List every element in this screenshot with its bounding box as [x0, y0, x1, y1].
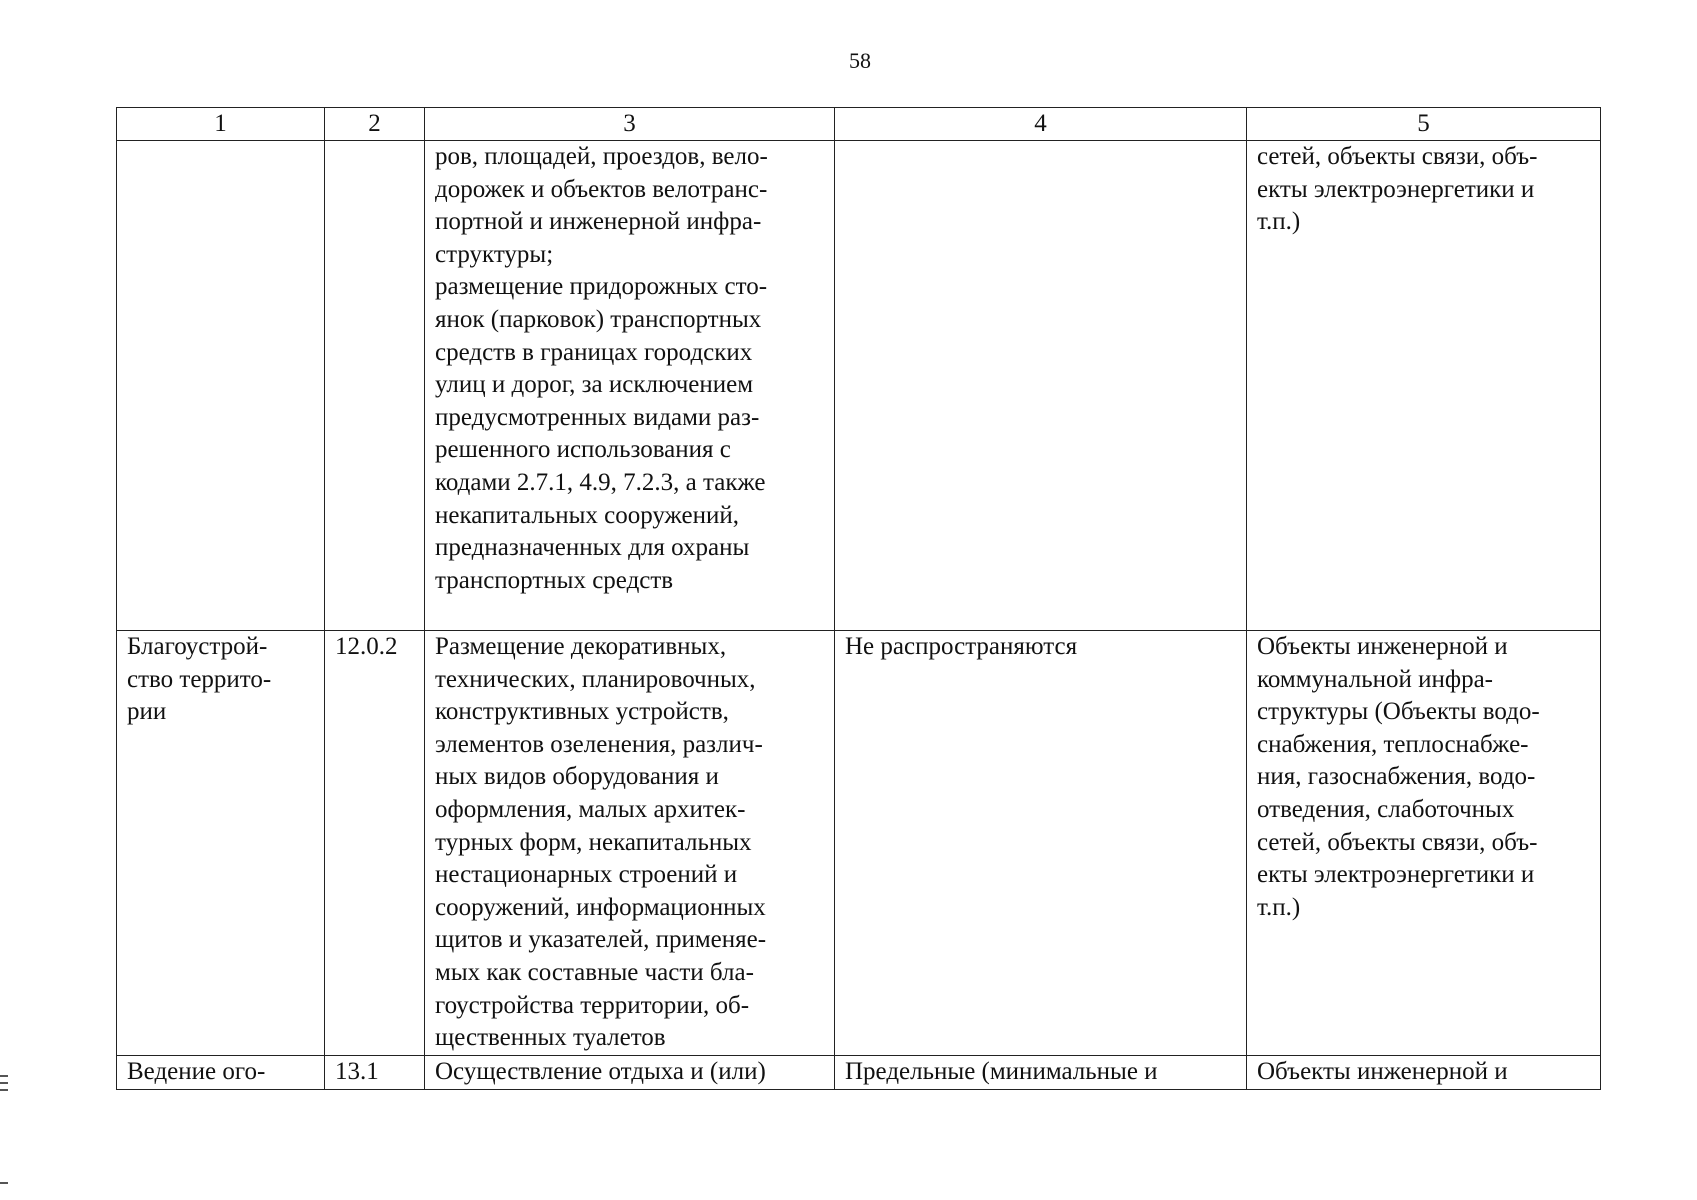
page-number: 58	[849, 48, 871, 73]
parameter-limits-cell	[835, 141, 1247, 631]
table-header-row	[117, 108, 1601, 141]
table-row	[117, 631, 1601, 1056]
scan-margin-marks	[0, 1075, 10, 1096]
table-row	[117, 1056, 1601, 1090]
land-use-code-cell: 13.1	[325, 1056, 425, 1090]
permitted-objects-cell: Объекты инженерной и коммунальной инфра- структуры (Объекты водо- снабжения, теплоснабже- ния, газоснабжения, водо- отведения, слаботочных сетей, объекты связи, объ- екты электроэнергетики и т.п.)	[1247, 631, 1601, 1056]
land-use-description-cell: ров, площадей, проездов, вело- дорожек и объектов велотранс- портной и инженерной инфра- структуры; размещение придорожных сто- янок (парковок) транспортных средств в границах городских улиц и дорог, за исключением предусмотренных видами раз- решенного использования с кодами 2.7.1, 4.9, 7.2.3, а также некапитальных сооружений, предназначенных для охраны транспортных средств	[425, 141, 835, 631]
land-use-table	[116, 107, 1601, 1090]
table-row	[117, 141, 1601, 631]
permitted-objects-cell: Объекты инженерной и	[1247, 1056, 1601, 1090]
land-use-code-cell	[325, 141, 425, 631]
column-header-3: 3	[425, 108, 835, 141]
column-header-5: 5	[1247, 108, 1601, 141]
parameter-limits-cell: Предельные (минимальные и	[835, 1056, 1247, 1090]
permitted-objects-cell: сетей, объекты связи, объ- екты электроэнергетики и т.п.)	[1247, 141, 1601, 631]
land-use-description-cell: Осуществление отдыха и (или)	[425, 1056, 835, 1090]
land-use-name-cell	[117, 141, 325, 631]
land-use-name-cell: Ведение ого-	[117, 1056, 325, 1090]
parameter-limits-cell: Не распространяются	[835, 631, 1247, 1056]
land-use-name-cell: Благоустрой- ство террито- рии	[117, 631, 325, 1056]
land-use-description-cell: Размещение декоративных, технических, планировочных, конструктивных устройств, элементов озеленения, различ- ных видов оборудования и оформления, малых архитек- турных форм, некапитальных нестационарных строений и сооружений, информационных щитов и указателей, применяе- мых как составные части бла- гоустройства территории, об- щественных туалетов	[425, 631, 835, 1056]
column-header-1: 1	[117, 108, 325, 141]
scan-margin-dash	[0, 1182, 8, 1184]
land-use-code-cell: 12.0.2	[325, 631, 425, 1056]
column-header-2: 2	[325, 108, 425, 141]
column-header-4: 4	[835, 108, 1247, 141]
